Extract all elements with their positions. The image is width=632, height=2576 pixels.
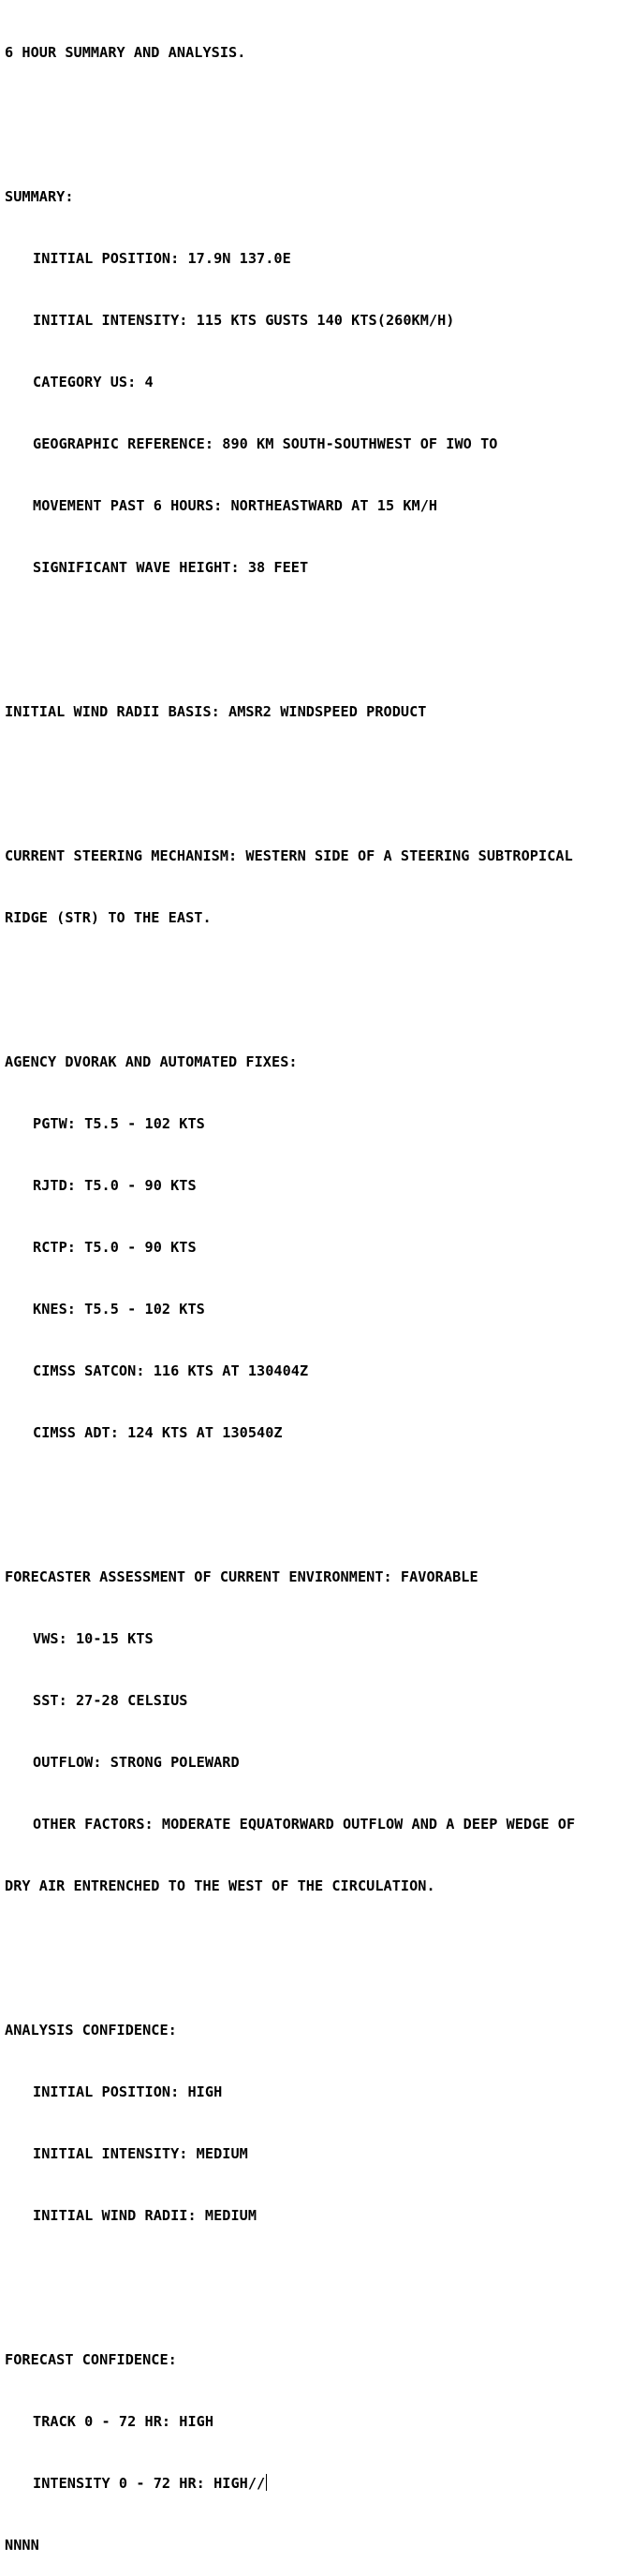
- summary-heading: SUMMARY:: [5, 188, 74, 205]
- end-marker: NNNN: [5, 2537, 39, 2554]
- forecast-intensity: INTENSITY 0 - 72 HR: HIGH//: [33, 2475, 266, 2492]
- steering-line-1: CURRENT STEERING MECHANISM: WESTERN SIDE OF A STEERING SUBTROPICAL: [5, 847, 573, 864]
- document-title: 6 HOUR SUMMARY AND ANALYSIS.: [5, 44, 246, 61]
- blank-line: [5, 1484, 630, 1505]
- bulletin-document: [5, 1, 630, 2576]
- environment-other-factors-2: DRY AIR ENTRENCHED TO THE WEST OF THE CIRCULATION.: [5, 1877, 435, 1894]
- forecast-confidence-heading: FORECAST CONFIDENCE:: [5, 2351, 177, 2368]
- fix-item: CIMSS ADT: 124 KTS AT 130540Z: [33, 1424, 283, 1441]
- summary-category: CATEGORY US: 4: [33, 374, 154, 390]
- environment-other-factors-1: OTHER FACTORS: MODERATE EQUATORWARD OUTFLOW AND A DEEP WEDGE OF: [33, 1816, 576, 1833]
- environment-heading: FORECASTER ASSESSMENT OF CURRENT ENVIRONMENT: FAVORABLE: [5, 1568, 478, 1585]
- blank-line: [5, 969, 630, 990]
- steering-line-2: RIDGE (STR) TO THE EAST.: [5, 909, 212, 926]
- summary-initial-intensity: INITIAL INTENSITY: 115 KTS GUSTS 140 KTS(260KM/H): [33, 312, 455, 329]
- fix-item: CIMSS SATCON: 116 KTS AT 130404Z: [33, 1362, 309, 1379]
- environment-outflow: OUTFLOW: STRONG POLEWARD: [33, 1754, 240, 1771]
- analysis-initial-intensity: INITIAL INTENSITY: MEDIUM: [33, 2145, 248, 2162]
- summary-movement: MOVEMENT PAST 6 HOURS: NORTHEASTWARD AT 15 KM/H: [33, 497, 438, 514]
- analysis-initial-position: INITIAL POSITION: HIGH: [33, 2083, 223, 2100]
- wind-radii-basis: INITIAL WIND RADII BASIS: AMSR2 WINDSPEED PRODUCT: [5, 703, 427, 720]
- blank-line: [5, 1937, 630, 1958]
- analysis-initial-wind-radii: INITIAL WIND RADII: MEDIUM: [33, 2207, 257, 2224]
- blank-line: [5, 104, 630, 125]
- summary-initial-position: INITIAL POSITION: 17.9N 137.0E: [33, 250, 291, 267]
- blank-line: [5, 2267, 630, 2288]
- forecast-track: TRACK 0 - 72 HR: HIGH: [33, 2413, 214, 2430]
- blank-line: [5, 619, 630, 640]
- environment-sst: SST: 27-28 CELSIUS: [33, 1692, 188, 1709]
- forecast-intensity-row[interactable]: [5, 2473, 630, 2494]
- fixes-heading: AGENCY DVORAK AND AUTOMATED FIXES:: [5, 1053, 298, 1070]
- analysis-confidence-heading: ANALYSIS CONFIDENCE:: [5, 2022, 177, 2039]
- fix-item: PGTW: T5.5 - 102 KTS: [33, 1115, 205, 1132]
- fix-item: KNES: T5.5 - 102 KTS: [33, 1301, 205, 1317]
- summary-wave-height: SIGNIFICANT WAVE HEIGHT: 38 FEET: [33, 559, 309, 576]
- fix-item: RJTD: T5.0 - 90 KTS: [33, 1177, 197, 1194]
- environment-vws: VWS: 10-15 KTS: [33, 1630, 154, 1647]
- blank-line: [5, 763, 630, 784]
- fix-item: RCTP: T5.0 - 90 KTS: [33, 1239, 197, 1256]
- text-cursor: [266, 2474, 267, 2491]
- summary-geographic-reference: GEOGRAPHIC REFERENCE: 890 KM SOUTH-SOUTHWEST OF IWO TO: [33, 435, 498, 452]
